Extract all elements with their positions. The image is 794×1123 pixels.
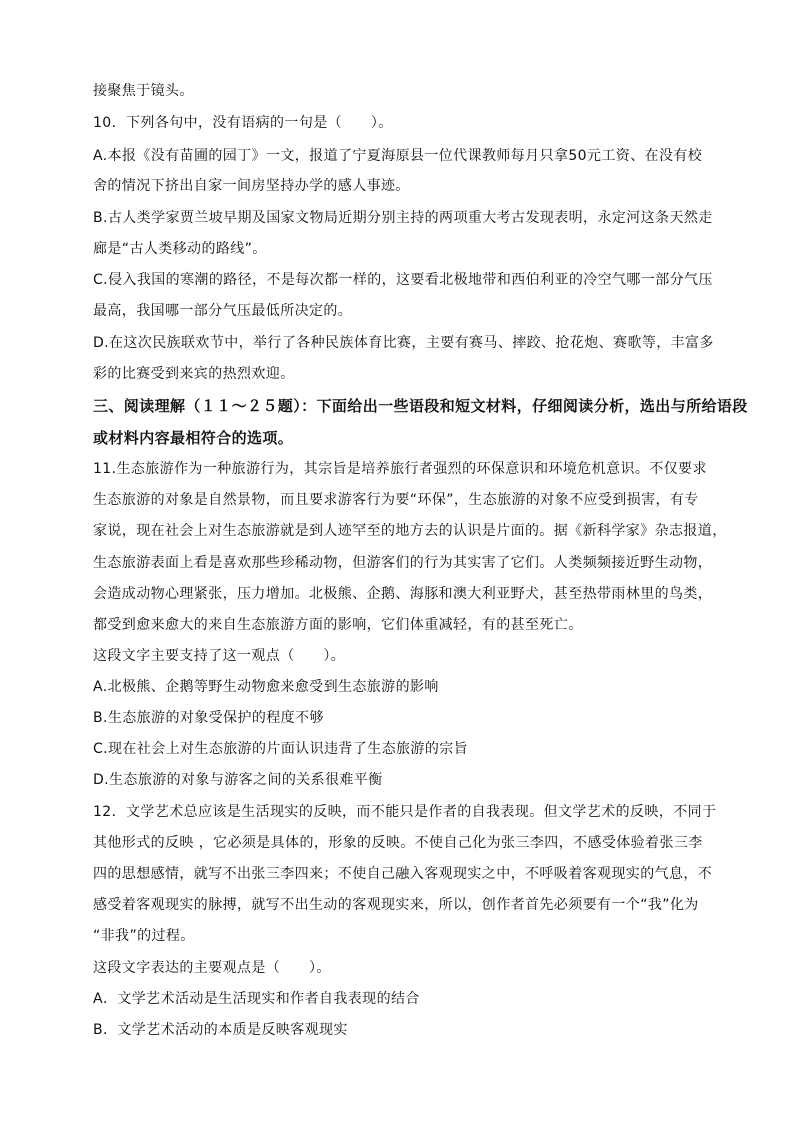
text-line: 四的思想感情，就写不出张三李四来；不使自己融入客观现实之中，不呼吸着客观现实的气息，不 bbox=[93, 866, 713, 882]
question-12-option-b: B．文学艺术活动的本质是反映客观现实 bbox=[93, 1022, 348, 1038]
text-line: 会造成动物心理紧张，压力增加。北极熊、企鹅、海豚和澳大利亚野犬，甚至热带雨林里的鸟类， bbox=[93, 586, 713, 602]
text-line: 最高，我国哪一部分气压最低所决定的。 bbox=[93, 303, 353, 319]
text-line: “非我”的过程。 bbox=[93, 928, 195, 944]
text-line: 家说，现在社会上对生态旅游就是到人迹罕至的地方去的认识是片面的。据《新科学家》杂志报道， bbox=[93, 523, 727, 539]
text-line: 接聚焦于镜头。 bbox=[93, 83, 194, 99]
question-12-passage: 12．文学艺术总应该是生活现实的反映，而不能只是作者的自我表现。但文学艺术的反映，不同于 bbox=[93, 804, 717, 820]
question-11-passage: 11.生态旅游作为一种旅游行为，其宗旨是培养旅行者强烈的环保意识和环境危机意识。不仅要求 bbox=[93, 461, 707, 477]
question-11-stem: 这段文字主要支持了这一观点（ ）。 bbox=[93, 648, 346, 664]
question-11-option-b: B.生态旅游的对象受保护的程度不够 bbox=[93, 710, 324, 726]
question-11-option-d: D.生态旅游的对象与游客之间的关系很难平衡 bbox=[93, 772, 383, 788]
text-line: 舍的情况下挤出自家一间房坚持办学的感人事迹。 bbox=[93, 178, 410, 194]
question-11-option-c: C.现在社会上对生态旅游的片面认识违背了生态旅游的宗旨 bbox=[93, 741, 469, 757]
text-line: 生态旅游的对象是自然景物，而且要求游客行为要“环保”，生态旅游的对象不应受到损害，有专 bbox=[93, 492, 699, 508]
text-line: 彩的比赛受到来宾的热烈欢迎。 bbox=[93, 366, 295, 382]
question-10-option-d: D.在这次民族联欢节中，举行了各种民族体育比赛，主要有赛马、摔跤、抢花炮、赛歌等，丰富多 bbox=[93, 335, 714, 351]
question-10-stem: 10．下列各句中，没有语病的一句是（ ）。 bbox=[93, 115, 393, 131]
question-11-option-a: A.北极熊、企鹅等野生动物愈来愈受到生态旅游的影响 bbox=[93, 679, 439, 695]
question-10-option-b: B.古人类学家贾兰坡早期及国家文物局近期分别主持的两项重大考古发现表明，永定河这条天然走 bbox=[93, 210, 713, 226]
text-line: 廊是“古人类移动的路线”。 bbox=[93, 241, 267, 257]
question-10-option-a: A.本报《没有苗圃的园丁》一文，报道了宁夏海原县一位代课教师每月只拿50元工资、在没有校 bbox=[93, 148, 703, 164]
text-line: 都受到愈来愈大的来自生态旅游方面的影响，它们体重减轻，有的甚至死亡。 bbox=[93, 617, 583, 633]
section-heading: 三、阅读理解（１１～２５题）：下面给出一些语段和短文材料，仔细阅读分析，选出与所给语段 bbox=[93, 397, 748, 415]
question-10-option-c: C.侵入我国的寒潮的路径，不是每次都一样的，这要看北极地带和西伯利亚的冷空气哪一部分气压 bbox=[93, 272, 713, 288]
question-12-stem: 这段文字表达的主要观点是（ ）。 bbox=[93, 960, 331, 976]
text-line: 感受着客观现实的脉搏，就写不出生动的客观现实来，所以，创作者首先必须要有一个“我”化为 bbox=[93, 897, 699, 913]
question-12-option-a: A．文学艺术活动是生活现实和作者自我表现的结合 bbox=[93, 991, 420, 1007]
text-line: 其他形式的反映 ，它必须是具体的，形象的反映。不使自己化为张三李四，不感受体验着张三李 bbox=[93, 835, 703, 851]
section-heading: 或材料内容最相符合的选项。 bbox=[93, 429, 294, 447]
text-line: 生态旅游表面上看是喜欢那些珍稀动物，但游客们的行为其实害了它们。人类频频接近野生动物， bbox=[93, 555, 713, 571]
